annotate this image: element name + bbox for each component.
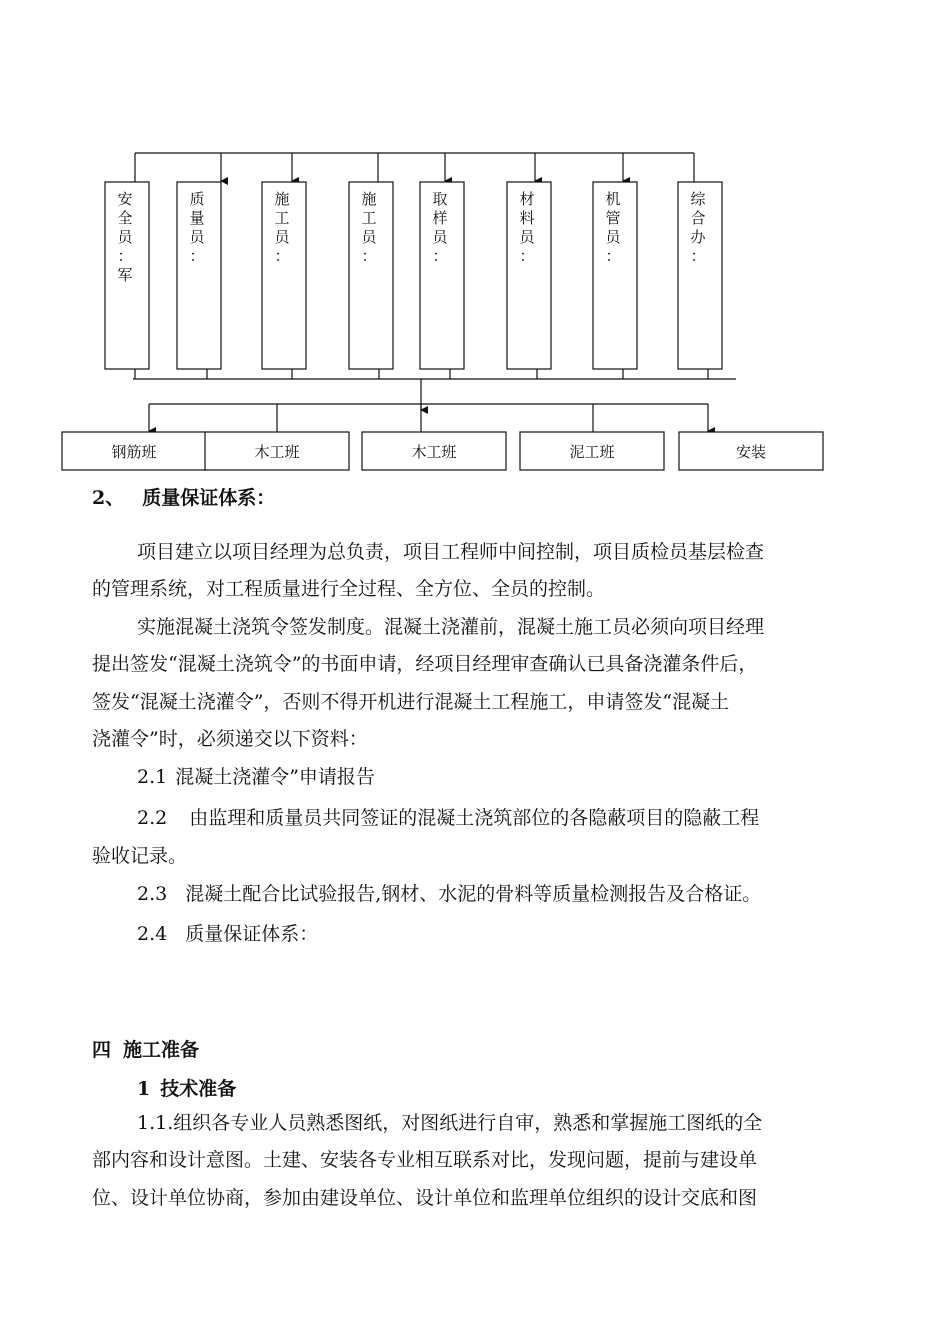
section-2-heading bbox=[92, 483, 275, 510]
item-2-2-text: 由监理和质量员共同签证的混凝土浇筑部位的各隐蔽项目的隐蔽工程 bbox=[189, 807, 760, 829]
staff-label-char: 员 bbox=[432, 228, 448, 246]
staff-box bbox=[105, 182, 149, 369]
staff-label-char: 样 bbox=[432, 209, 448, 227]
staff-label-char: 质 bbox=[189, 190, 205, 208]
staff-label-char: 员 bbox=[189, 228, 205, 246]
staff-label-char: 材 bbox=[519, 190, 535, 208]
staff-label-char: ： bbox=[274, 247, 290, 265]
staff-label-char: 施 bbox=[361, 190, 377, 208]
team-box bbox=[679, 432, 823, 470]
section-4-title: 施工准备 bbox=[123, 1039, 200, 1061]
staff-label-char: 施 bbox=[274, 190, 290, 208]
tech-para-line1: 1.1.组织各专业人员熟悉图纸，对图纸进行自审，熟悉和掌握施工图纸的全 bbox=[137, 1112, 763, 1134]
item-2-4-text: 质量保证体系： bbox=[185, 923, 319, 945]
subsection-1-heading bbox=[137, 1074, 236, 1101]
staff-label-char: ： bbox=[361, 247, 377, 265]
staff-label-char: 机 bbox=[605, 190, 621, 208]
team-label: 木工班 bbox=[411, 443, 457, 461]
tech-para-line2: 部内容和设计意图。土建、安装各专业相互联系对比，发现问题，提前与建设单 bbox=[92, 1149, 758, 1171]
subsection-1-number: 1 bbox=[137, 1078, 151, 1100]
item-2-1-number: 2.1 bbox=[137, 766, 168, 788]
team-box bbox=[205, 432, 349, 470]
staff-box bbox=[678, 182, 722, 369]
staff-box bbox=[177, 182, 221, 369]
para2-line3: 签发“混凝土浇灌令”，否则不得开机进行混凝土工程施工，申请签发“混凝土 bbox=[92, 691, 730, 713]
item-2-2 bbox=[137, 800, 759, 838]
section-4-number: 四 bbox=[92, 1039, 112, 1061]
staff-label-char: ： bbox=[605, 247, 621, 265]
staff-label-char: 办 bbox=[690, 228, 706, 246]
team-box bbox=[62, 432, 206, 470]
staff-box bbox=[349, 182, 393, 369]
staff-box bbox=[593, 182, 637, 369]
item-2-2-line2: 验收记录。 bbox=[92, 845, 188, 867]
para1-line2: 的管理系统，对工程质量进行全过程、全方位、全员的控制。 bbox=[92, 578, 606, 600]
staff-label-char: 量 bbox=[189, 209, 205, 227]
staff-label-char: 管 bbox=[605, 209, 621, 227]
item-2-4 bbox=[137, 916, 318, 954]
item-2-2-number: 2.2 bbox=[137, 807, 168, 829]
section-4-heading bbox=[92, 1035, 199, 1062]
staff-label-char: 员 bbox=[519, 228, 535, 246]
para2-line1: 实施混凝土浇筑令签发制度。混凝土浇灌前，混凝土施工员必须向项目经理 bbox=[137, 616, 765, 638]
team-label: 安装 bbox=[735, 443, 767, 461]
subsection-1-title: 技术准备 bbox=[160, 1078, 237, 1100]
item-2-3 bbox=[137, 876, 761, 914]
staff-label-char: ： bbox=[690, 247, 706, 265]
para2-line4: 浇灌令”时，必须递交以下资料： bbox=[92, 728, 368, 750]
para2-line2: 提出签发“混凝土浇筑令”的书面申请，经项目经理审查确认已具备浇灌条件后， bbox=[92, 653, 758, 675]
staff-label-char: ： bbox=[189, 247, 205, 265]
staff-label-char: 综 bbox=[690, 190, 706, 208]
staff-label-char: 工 bbox=[274, 209, 290, 227]
staff-box bbox=[507, 182, 551, 369]
staff-label-char: 员 bbox=[117, 228, 133, 246]
staff-label-char: 合 bbox=[690, 209, 706, 227]
staff-label-char: 员 bbox=[361, 228, 377, 246]
staff-label-char: 料 bbox=[519, 209, 535, 227]
staff-label-char: 工 bbox=[361, 209, 377, 227]
staff-label-char: 员 bbox=[605, 228, 621, 246]
staff-label-char: 员 bbox=[274, 228, 290, 246]
para1-line1: 项目建立以项目经理为总负责，项目工程师中间控制，项目质检员基层检查 bbox=[137, 541, 765, 563]
item-2-4-number: 2.4 bbox=[137, 923, 168, 945]
staff-label-char: 军 bbox=[117, 266, 133, 284]
team-box bbox=[520, 432, 664, 470]
staff-label-char: ： bbox=[519, 247, 535, 265]
tech-para-line3: 位、设计单位协商，参加由建设单位、设计单位和监理单位组织的设计交底和图 bbox=[92, 1187, 758, 1209]
staff-label-char: ： bbox=[117, 247, 133, 265]
item-2-3-text: 混凝土配合比试验报告,钢材、水泥的骨料等质量检测报告及合格证。 bbox=[185, 883, 762, 905]
team-label: 木工班 bbox=[254, 443, 300, 461]
item-2-3-number: 2.3 bbox=[137, 883, 168, 905]
org-chart bbox=[0, 0, 950, 480]
item-2-1 bbox=[137, 759, 375, 797]
staff-label-char: 全 bbox=[117, 209, 133, 227]
staff-label-char: 安 bbox=[117, 190, 133, 208]
staff-label-char: 取 bbox=[432, 190, 448, 208]
item-2-1-text: 混凝土浇灌令”申请报告 bbox=[175, 766, 375, 788]
staff-label-char: ： bbox=[432, 247, 448, 265]
staff-box bbox=[420, 182, 464, 369]
staff-box bbox=[262, 182, 306, 369]
section-2-title: 质量保证体系： bbox=[142, 487, 276, 509]
team-label: 泥工班 bbox=[569, 443, 615, 461]
team-box bbox=[362, 432, 506, 470]
team-label: 钢筋班 bbox=[111, 443, 157, 461]
section-2-number: 2、 bbox=[92, 487, 125, 509]
